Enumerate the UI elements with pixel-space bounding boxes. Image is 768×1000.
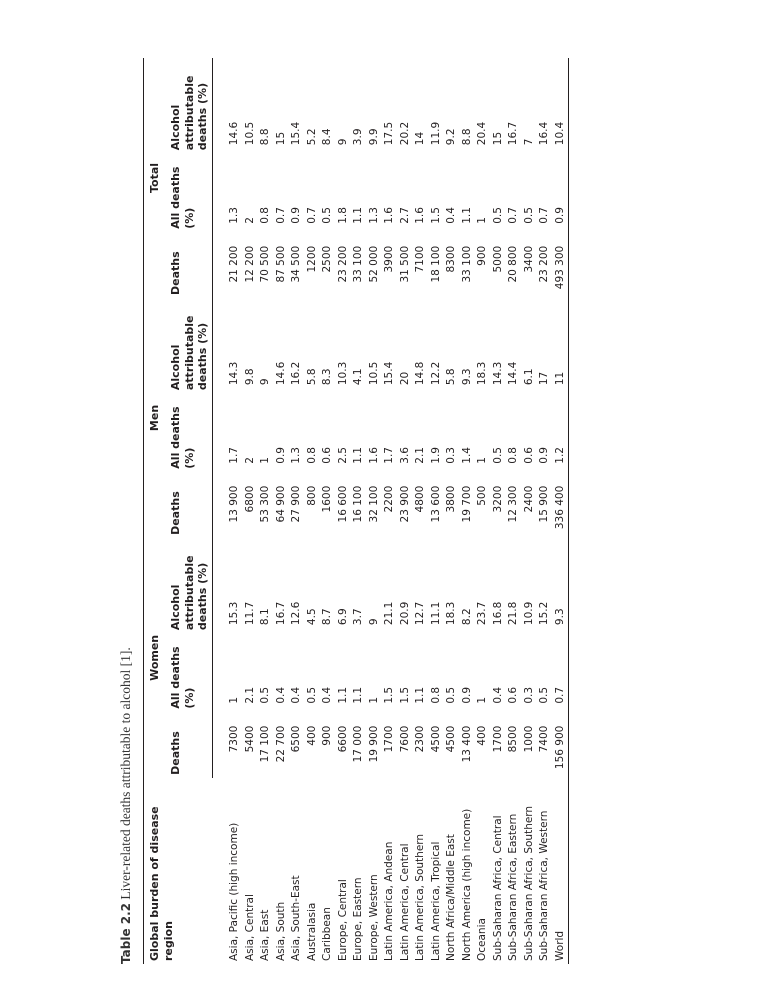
women-deaths-cell: 17 000 — [352, 725, 364, 763]
region-cell: Oceania — [476, 918, 488, 961]
women-all-deaths-pct-cell: 0.5 — [259, 686, 271, 704]
total-alcohol-pct-cell: 20.4 — [476, 121, 488, 146]
women-alcohol-pct-cell: 4.5 — [305, 608, 318, 626]
women-alcohol-pct-cell: 23.7 — [476, 601, 488, 626]
total-deaths-cell: 20 800 — [507, 245, 519, 283]
region-cell: Europe, Western — [367, 874, 380, 961]
women-deaths-cell: 8500 — [507, 725, 519, 753]
men-alcohol-pct-cell: 5.8 — [305, 368, 318, 386]
men-all-deaths-pct-cell: 0.6 — [321, 447, 333, 464]
total-deaths-cell: 31 500 — [398, 245, 411, 283]
total-all-deaths-pct-cell: 1.3 — [228, 207, 240, 224]
men-all-deaths-pct-cell: 1 — [476, 457, 488, 464]
women-alcohol-pct-cell: 15.2 — [538, 601, 550, 626]
men-all-deaths-pct-cell: 1.3 — [290, 447, 302, 464]
men-alcohol-pct-cell: 10.5 — [367, 361, 380, 386]
total-deaths-cell: 493 300 — [553, 232, 569, 298]
total-deaths-cell: 2500 — [321, 245, 333, 273]
women-alcohol-pct-cell: 9 — [367, 618, 380, 626]
region-cell: World — [553, 778, 569, 964]
total-deaths-header: Deaths — [165, 232, 213, 298]
total-deaths-cell: 900 — [476, 245, 488, 266]
men-deaths-cell: 32 100 — [367, 485, 380, 523]
total-deaths-cell: 3900 — [383, 245, 395, 273]
men-deaths-cell: 23 900 — [398, 485, 411, 523]
total-deaths-cell: 3400 — [522, 245, 535, 273]
total-deaths-cell: 70 500 — [259, 245, 271, 283]
liver-deaths-table — [143, 58, 569, 964]
men-all-deaths-pct-cell: 1.6 — [367, 447, 380, 464]
total-alcohol-pct-cell: 15.4 — [290, 121, 302, 146]
women-alcohol-pct-cell: 11.1 — [429, 601, 442, 626]
men-all-deaths-pct-cell: 0.3 — [445, 447, 457, 464]
total-all-deaths-pct-cell: 0.5 — [321, 207, 333, 224]
total-all-deaths-pct-cell: 0.7 — [507, 207, 519, 224]
total-deaths-cell: 7100 — [414, 245, 426, 273]
men-all-deaths-pct-cell: 0.9 — [274, 447, 287, 464]
total-alcohol-pct-cell: 8.4 — [321, 128, 333, 146]
men-deaths-cell: 16 600 — [336, 485, 349, 523]
total-deaths-cell: 52 000 — [367, 245, 380, 283]
women-deaths-cell: 1700 — [491, 725, 504, 753]
total-alcohol-pct-cell: 3.9 — [352, 128, 364, 146]
total-all-deaths-pct-cell: 1.6 — [414, 207, 426, 224]
men-deaths-cell: 12 300 — [507, 485, 519, 523]
women-deaths-cell: 7300 — [228, 725, 240, 753]
total-all-deaths-pct-cell: 1.5 — [429, 207, 442, 224]
table-row — [522, 58, 538, 964]
total-deaths-cell: 34 500 — [290, 245, 302, 283]
men-deaths-cell: 3800 — [445, 485, 457, 513]
table-row — [460, 58, 476, 964]
women-deaths-cell: 22 700 — [274, 725, 287, 763]
total-alcohol-pct-header: Alcohol attributable deaths (%) — [165, 58, 213, 153]
table-row — [475, 58, 491, 964]
total-alcohol-pct-cell: 20.2 — [398, 121, 411, 146]
total-all-deaths-pct-cell: 0.9 — [553, 153, 569, 232]
men-all-deaths-pct-cell: 1 — [259, 457, 271, 464]
men-all-deaths-pct-cell: 0.9 — [538, 447, 550, 464]
total-alcohol-pct-cell: 10.5 — [243, 121, 256, 146]
women-deaths-cell: 5400 — [243, 725, 256, 753]
region-cell: Latin America, Andean — [383, 841, 395, 961]
region-cell: Latin America, Central — [398, 843, 411, 961]
men-all-deaths-pct-cell: 0.8 — [507, 447, 519, 464]
men-deaths-cell: 1600 — [321, 485, 333, 513]
men-alcohol-pct-cell: 14.3 — [491, 361, 504, 386]
women-alcohol-pct-cell: 8.7 — [321, 608, 333, 626]
men-alcohol-pct-cell: 9 — [259, 378, 271, 386]
men-all-deaths-pct-cell: 2.1 — [414, 447, 426, 464]
men-alcohol-pct-cell: 12.2 — [429, 361, 442, 386]
women-all-deaths-pct-cell: 0.5 — [445, 686, 457, 704]
women-all-deaths-pct-cell: 0.4 — [321, 686, 333, 704]
table-row — [553, 58, 569, 964]
men-deaths-cell: 27 900 — [290, 485, 302, 523]
table-row — [429, 58, 445, 964]
women-all-deaths-pct-cell: 1 — [228, 696, 240, 704]
men-alcohol-pct-cell: 17 — [538, 371, 550, 386]
table-row — [213, 58, 243, 964]
women-deaths-cell: 1700 — [383, 725, 395, 753]
women-deaths-cell: 900 — [321, 725, 333, 746]
total-alcohol-pct-cell: 9 — [336, 138, 349, 146]
men-alcohol-pct-cell: 10.3 — [336, 361, 349, 386]
total-alcohol-pct-cell: 11.9 — [429, 121, 442, 146]
total-alcohol-pct-cell: 16.7 — [507, 121, 519, 146]
women-deaths-header: Deaths — [165, 712, 213, 778]
women-alcohol-pct-cell: 12.6 — [290, 601, 302, 626]
men-alcohol-pct-cell: 5.8 — [445, 368, 457, 386]
men-all-deaths-pct-cell: 1.1 — [352, 447, 364, 464]
men-deaths-cell: 19 700 — [460, 485, 473, 523]
total-deaths-cell: 21 200 — [228, 245, 240, 283]
women-deaths-cell: 2300 — [414, 725, 426, 753]
region-cell: Asia, Pacific (high income) — [227, 822, 240, 961]
women-all-deaths-pct-cell: 0.5 — [305, 686, 318, 704]
men-alcohol-pct-cell: 14.6 — [274, 361, 287, 386]
table-row — [336, 58, 352, 964]
total-deaths-cell: 8300 — [445, 245, 457, 273]
region-cell: Europe, Eastern — [352, 877, 364, 961]
total-all-deaths-pct-cell: 2.7 — [398, 207, 411, 224]
men-all-deaths-pct-cell: 2 — [243, 457, 256, 464]
table-row — [398, 58, 414, 964]
region-cell: North America (high income) — [460, 808, 473, 961]
men-alcohol-pct-cell: 9.3 — [460, 368, 473, 386]
women-alcohol-pct-cell: 12.7 — [414, 601, 426, 626]
table-caption — [118, 647, 134, 964]
men-alcohol-pct-header: Alcohol attributable deaths (%) — [165, 298, 213, 393]
table-row — [382, 58, 398, 964]
women-deaths-cell: 1000 — [522, 725, 535, 753]
women-deaths-cell: 17 100 — [259, 725, 271, 763]
women-all-deaths-pct-cell: 1.1 — [352, 686, 364, 704]
men-deaths-cell: 13 900 — [228, 485, 240, 523]
women-alcohol-pct-cell: 8.2 — [460, 608, 473, 626]
women-alcohol-pct-cell: 16.7 — [274, 601, 287, 626]
men-all-deaths-pct-cell: 1.9 — [429, 447, 442, 464]
total-deaths-cell: 23 200 — [336, 245, 349, 283]
total-all-deaths-pct-cell: 1.8 — [336, 207, 349, 224]
men-deaths-cell: 3200 — [491, 485, 504, 513]
table-row — [274, 58, 290, 964]
men-all-deaths-pct-cell: 1.2 — [553, 393, 569, 472]
total-alcohol-pct-cell: 8.8 — [460, 128, 473, 146]
men-deaths-cell: 13 600 — [429, 485, 442, 523]
women-all-deaths-pct-cell: 1.5 — [398, 686, 411, 704]
men-all-deaths-pct-cell: 1.7 — [228, 447, 240, 464]
total-all-deaths-pct-cell: 0.8 — [259, 207, 271, 224]
table-row — [351, 58, 367, 964]
total-deaths-cell: 23 200 — [538, 245, 550, 283]
women-all-deaths-pct-cell: 1 — [476, 696, 488, 704]
women-alcohol-pct-cell: 8.1 — [259, 608, 271, 626]
women-deaths-cell: 7400 — [538, 725, 550, 753]
men-deaths-cell: 2400 — [522, 485, 535, 513]
total-alcohol-pct-cell: 8.8 — [259, 128, 271, 146]
total-deaths-cell: 87 500 — [274, 245, 287, 283]
region-cell: Australasia — [305, 902, 318, 961]
women-all-deaths-pct-cell: 0.6 — [507, 686, 519, 704]
women-deaths-cell: 400 — [476, 725, 488, 746]
men-alcohol-pct-cell: 14.4 — [507, 361, 519, 386]
table-row — [289, 58, 305, 964]
women-all-deaths-pct-cell: 0.9 — [460, 686, 473, 704]
total-alcohol-pct-cell: 14.6 — [228, 121, 240, 146]
women-alcohol-pct-cell: 18.3 — [445, 601, 457, 626]
caption-label: Table 2.2 — [119, 902, 133, 964]
region-cell: Asia, South-East — [290, 875, 302, 961]
women-alcohol-pct-cell: 3.7 — [352, 608, 364, 626]
total-all-deaths-pct-cell: 0.5 — [522, 207, 535, 224]
men-alcohol-pct-cell: 15.4 — [383, 361, 395, 386]
men-deaths-cell: 64 900 — [274, 485, 287, 523]
women-all-deaths-pct-cell: 0.5 — [538, 686, 550, 704]
men-all-deaths-pct-cell: 3.6 — [398, 447, 411, 464]
men-deaths-cell: 336 400 — [553, 472, 569, 538]
region-cell: Asia, Central — [243, 894, 256, 961]
men-alcohol-pct-cell: 14.8 — [414, 361, 426, 386]
total-all-deaths-pct-cell: 0.9 — [290, 207, 302, 224]
total-alcohol-pct-cell: 9.2 — [445, 128, 457, 146]
region-cell: Asia, East — [259, 909, 271, 961]
men-deaths-cell: 6800 — [243, 485, 256, 513]
table-row — [413, 58, 429, 964]
total-deaths-cell: 18 100 — [429, 245, 442, 283]
total-all-deaths-pct-cell: 1 — [476, 217, 488, 224]
women-deaths-cell: 400 — [305, 725, 318, 746]
total-group-header: Total — [144, 58, 165, 298]
men-all-deaths-pct-cell: 1.4 — [460, 447, 473, 464]
total-alcohol-pct-cell: 15 — [491, 131, 504, 146]
men-alcohol-pct-cell: 14.3 — [228, 361, 240, 386]
region-cell: Sub-Saharan Africa, Central — [491, 815, 504, 961]
total-deaths-cell: 5000 — [491, 245, 504, 273]
men-deaths-cell: 800 — [305, 485, 318, 506]
men-alcohol-pct-cell: 4.1 — [352, 368, 364, 386]
total-all-deaths-pct-cell: 1.1 — [460, 207, 473, 224]
table-row — [444, 58, 460, 964]
men-deaths-header: Deaths — [165, 472, 213, 538]
women-all-deaths-pct-cell: 0.4 — [491, 686, 504, 704]
women-deaths-cell: 6600 — [336, 725, 349, 753]
women-alcohol-pct-cell: 21.8 — [507, 601, 519, 626]
women-alcohol-pct-cell: 21.1 — [383, 601, 395, 626]
total-deaths-cell: 33 100 — [352, 245, 364, 283]
men-alcohol-pct-cell: 20 — [398, 371, 411, 386]
table-row — [491, 58, 507, 964]
women-all-deaths-pct-cell: 1.5 — [383, 686, 395, 704]
men-deaths-cell: 4800 — [414, 485, 426, 513]
men-deaths-cell: 16 100 — [352, 485, 364, 523]
total-alcohol-pct-cell: 10.4 — [553, 58, 569, 153]
women-alcohol-pct-cell: 6.9 — [336, 608, 349, 626]
men-all-deaths-pct-cell: 2.5 — [336, 447, 349, 464]
region-cell: Caribbean — [321, 907, 333, 961]
women-alcohol-pct-cell: 9.3 — [553, 538, 569, 633]
men-all-deaths-pct-cell: 1.7 — [383, 447, 395, 464]
total-deaths-cell: 1200 — [305, 245, 318, 273]
table-row — [305, 58, 321, 964]
women-alcohol-pct-cell: 11.7 — [243, 601, 256, 626]
total-alcohol-pct-cell: 16.4 — [538, 121, 550, 146]
caption-text: Liver-related deaths attributable to alcohol [1]. — [118, 647, 133, 903]
women-all-deaths-pct-cell: 1.1 — [414, 686, 426, 704]
region-cell: North Africa/Middle East — [445, 834, 457, 961]
total-all-deaths-pct-cell: 0.7 — [274, 207, 287, 224]
men-group-header: Men — [144, 298, 165, 538]
table-row — [506, 58, 522, 964]
men-alcohol-pct-cell: 6.1 — [522, 368, 535, 386]
men-alcohol-pct-cell: 18.3 — [476, 361, 488, 386]
men-alcohol-pct-cell: 16.2 — [290, 361, 302, 386]
women-alcohol-pct-cell: 10.9 — [522, 601, 535, 626]
men-all-deaths-pct-header: All deaths (%) — [165, 393, 213, 472]
women-all-deaths-pct-cell: 1 — [367, 696, 380, 704]
women-group-header: Women — [144, 538, 165, 778]
total-alcohol-pct-cell: 17.5 — [383, 121, 395, 146]
women-all-deaths-pct-cell: 0.7 — [553, 633, 569, 712]
total-alcohol-pct-cell: 9.9 — [367, 128, 380, 146]
men-deaths-cell: 15 900 — [538, 485, 550, 523]
women-deaths-cell: 7600 — [398, 725, 411, 753]
total-all-deaths-pct-cell: 0.7 — [305, 207, 318, 224]
total-deaths-cell: 12 200 — [243, 245, 256, 283]
total-alcohol-pct-cell: 14 — [414, 131, 426, 146]
total-alcohol-pct-cell: 15 — [274, 131, 287, 146]
total-all-deaths-pct-cell: 0.4 — [445, 207, 457, 224]
total-all-deaths-pct-cell: 2 — [243, 217, 256, 224]
men-all-deaths-pct-cell: 0.5 — [491, 447, 504, 464]
men-alcohol-pct-cell: 9.8 — [243, 368, 256, 386]
women-deaths-cell: 19 900 — [367, 725, 380, 763]
total-alcohol-pct-cell: 5.2 — [305, 128, 318, 146]
women-all-deaths-pct-cell: 0.8 — [429, 686, 442, 704]
women-alcohol-pct-cell: 16.8 — [491, 601, 504, 626]
region-cell: Asia, South — [274, 901, 287, 961]
table-row — [320, 58, 336, 964]
women-all-deaths-pct-cell: 0.4 — [274, 686, 287, 704]
region-cell: Sub-Saharan Africa, Eastern — [507, 813, 519, 961]
men-deaths-cell: 2200 — [383, 485, 395, 513]
women-all-deaths-pct-cell: 0.4 — [290, 686, 302, 704]
women-all-deaths-pct-header: All deaths (%) — [165, 633, 213, 712]
table-row — [367, 58, 383, 964]
women-deaths-cell: 156 900 — [553, 712, 569, 778]
table-row — [258, 58, 274, 964]
total-all-deaths-pct-header: All deaths (%) — [165, 153, 213, 232]
women-deaths-cell: 4500 — [445, 725, 457, 753]
table-body — [213, 58, 569, 964]
region-cell: Sub-Saharan Africa, Western — [538, 810, 550, 961]
men-all-deaths-pct-cell: 0.8 — [305, 447, 318, 464]
total-alcohol-pct-cell: 7 — [522, 138, 535, 146]
men-all-deaths-pct-cell: 0.6 — [522, 447, 535, 464]
region-cell: Latin America, Southern — [414, 833, 426, 961]
women-all-deaths-pct-cell: 0.3 — [522, 686, 535, 704]
women-alcohol-pct-cell: 15.3 — [228, 601, 240, 626]
region-cell: Latin America, Tropical — [429, 841, 442, 961]
table-row — [537, 58, 553, 964]
women-all-deaths-pct-cell: 2.1 — [243, 686, 256, 704]
total-all-deaths-pct-cell: 1.1 — [352, 207, 364, 224]
table-row — [243, 58, 259, 964]
region-cell: Sub-Saharan Africa, Southern — [522, 805, 535, 961]
region-cell: Europe, Central — [336, 879, 349, 961]
women-deaths-cell: 4500 — [429, 725, 442, 753]
women-deaths-cell: 6500 — [290, 725, 302, 753]
men-alcohol-pct-cell: 8.3 — [321, 368, 333, 386]
total-all-deaths-pct-cell: 1.6 — [383, 207, 395, 224]
women-deaths-cell: 13 400 — [460, 725, 473, 763]
total-all-deaths-pct-cell: 0.5 — [491, 207, 504, 224]
women-all-deaths-pct-cell: 1.1 — [336, 686, 349, 704]
men-deaths-cell: 500 — [476, 485, 488, 506]
total-deaths-cell: 33 100 — [460, 245, 473, 283]
men-alcohol-pct-cell: 11 — [553, 298, 569, 393]
region-column-header: Global burden of disease region — [144, 778, 213, 964]
men-deaths-cell: 53 300 — [259, 485, 271, 523]
women-alcohol-pct-cell: 20.9 — [398, 601, 411, 626]
total-all-deaths-pct-cell: 0.7 — [538, 207, 550, 224]
women-alcohol-pct-header: Alcohol attributable deaths (%) — [165, 538, 213, 633]
total-all-deaths-pct-cell: 1.3 — [367, 207, 380, 224]
